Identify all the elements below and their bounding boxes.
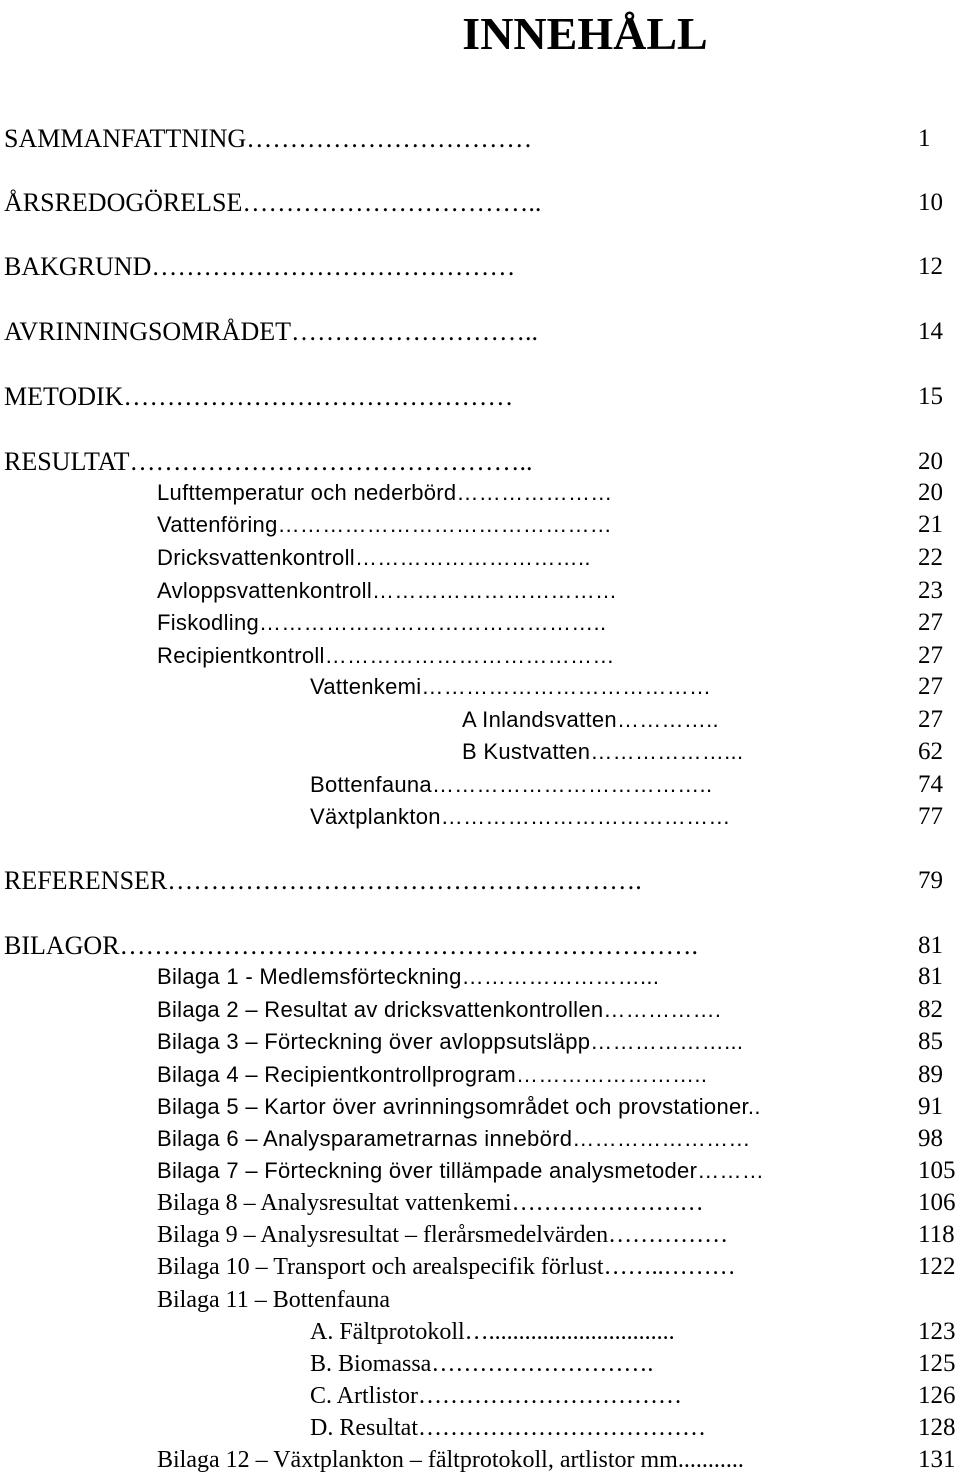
- toc-entry-label: Fiskodling………………………………………..: [157, 610, 607, 635]
- toc-entry-label: Avloppsvattenkontroll……………………………: [157, 578, 618, 603]
- toc-entry-page: 20: [918, 448, 943, 475]
- toc-entry-label: RESULTAT………………………………………..: [4, 447, 533, 476]
- toc-entry-page: 27: [918, 642, 943, 669]
- toc-entry-label: Vattenkemi…………………………………: [310, 674, 712, 699]
- toc-entry-page: 82: [918, 996, 943, 1023]
- toc-entry-label: Bilaga 3 – Förteckning över avloppsutsläpp………………...: [157, 1029, 744, 1054]
- toc-entry-label: Vattenföring………………………………………: [157, 512, 613, 537]
- toc-entry-label: BAKGRUND……………………………………: [4, 252, 516, 281]
- toc-entry-page: 27: [918, 609, 943, 636]
- toc-entry-page: 125: [918, 1350, 956, 1377]
- toc-entry-page: 128: [918, 1414, 956, 1441]
- toc-entry-page: 91: [918, 1093, 943, 1120]
- toc-entry-page: 131: [918, 1446, 956, 1473]
- toc-entry-page: 85: [918, 1028, 943, 1055]
- toc-entry-label: REFERENSER……………………………………………….: [4, 866, 642, 895]
- toc-entry-page: 15: [918, 383, 943, 410]
- toc-entry-label: BILAGOR………………………………………………………….: [4, 931, 699, 960]
- page-title: INNEHÅLL: [462, 8, 708, 59]
- toc-entry-page: 89: [918, 1061, 943, 1088]
- toc-entry-label: Lufttemperatur och nederbörd…………………: [157, 480, 613, 505]
- toc-entry-label: Bilaga 5 – Kartor över avrinningsområdet och provstationer..: [157, 1094, 761, 1119]
- toc-entry-page: 123: [918, 1318, 956, 1345]
- toc-entry-page: 77: [918, 803, 943, 830]
- toc-entry-label: AVRINNINGSOMRÅDET………………………..: [4, 317, 538, 346]
- toc-entry-label: Bottenfauna………………………………..: [310, 772, 713, 797]
- toc-entry-label: Recipientkontroll…………………………………: [157, 643, 615, 668]
- toc-entry-label: ÅRSREDOGÖRELSE……………………………..: [4, 188, 542, 217]
- toc-entry-page: 14: [918, 318, 943, 345]
- toc-entry-page: 79: [918, 867, 943, 894]
- toc-entry-page: 20: [918, 479, 943, 506]
- toc-entry-label: Bilaga 7 – Förteckning över tillämpade analysmetoder………: [157, 1158, 765, 1183]
- toc-entry-label: B. Biomassa……………………….: [310, 1351, 654, 1377]
- toc-entry-page: 81: [918, 963, 943, 990]
- toc-entry-page: 106: [918, 1189, 956, 1216]
- toc-entry-page: 1: [918, 125, 931, 152]
- toc-entry-label: Bilaga 2 – Resultat av dricksvattenkontrollen…………….: [157, 997, 722, 1022]
- toc-entry-label: A Inlandsvatten…………..: [462, 707, 719, 732]
- toc-entry-page: 23: [918, 577, 943, 604]
- toc-entry-label: Bilaga 4 – Recipientkontrollprogram……………………..: [157, 1062, 708, 1087]
- toc-entry-label: METODIK………………………………………: [4, 382, 514, 411]
- toc-entry-page: 118: [918, 1221, 955, 1248]
- toc-entry-label: Bilaga 1 - Medlemsförteckning……………………...: [157, 964, 660, 989]
- toc-entry-label: Växtplankton…………………………………: [310, 804, 731, 829]
- toc-entry-label: SAMMANFATTNING……………………………: [4, 124, 533, 153]
- toc-entry-page: 74: [918, 771, 943, 798]
- toc-entry-label: Bilaga 8 – Analysresultat vattenkemi……………………: [157, 1190, 704, 1216]
- toc-entry-page: 22: [918, 544, 943, 571]
- toc-entry-page: 81: [918, 932, 943, 959]
- toc-entry-label: Bilaga 12 – Växtplankton – fältprotokoll, artlistor mm...........: [157, 1447, 744, 1473]
- toc-entry-label: D. Resultat………………………………: [310, 1415, 706, 1441]
- toc-entry-label: Bilaga 6 – Analysparametrarnas innebörd……………………: [157, 1126, 751, 1151]
- toc-entry-page: 126: [918, 1382, 956, 1409]
- toc-entry-page: 122: [918, 1253, 956, 1280]
- toc-entry-label: Bilaga 11 – Bottenfauna: [157, 1287, 391, 1313]
- toc-entry-page: 27: [918, 673, 943, 700]
- toc-entry-label: Dricksvattenkontroll…………………………..: [157, 545, 591, 570]
- toc-entry-page: 10: [918, 189, 943, 216]
- toc-entry-label: Bilaga 10 – Transport och arealspecifik förlust……..………: [157, 1254, 736, 1280]
- toc-entry-label: A. Fältprotokoll…...............................: [310, 1319, 675, 1345]
- toc-entry-page: 98: [918, 1125, 943, 1152]
- toc-entry-page: 21: [918, 511, 943, 538]
- toc-entry-page: 105: [918, 1157, 956, 1184]
- toc-entry-label: C. Artlistor……………………………: [310, 1383, 683, 1409]
- toc-entry-page: 12: [918, 253, 943, 280]
- toc-entry-page: 62: [918, 738, 943, 765]
- toc-entry-page: 27: [918, 706, 943, 733]
- toc-entry-label: Bilaga 9 – Analysresultat – flerårsmedelvärden……………: [157, 1222, 729, 1248]
- toc-entry-label: B Kustvatten………………...: [462, 739, 744, 764]
